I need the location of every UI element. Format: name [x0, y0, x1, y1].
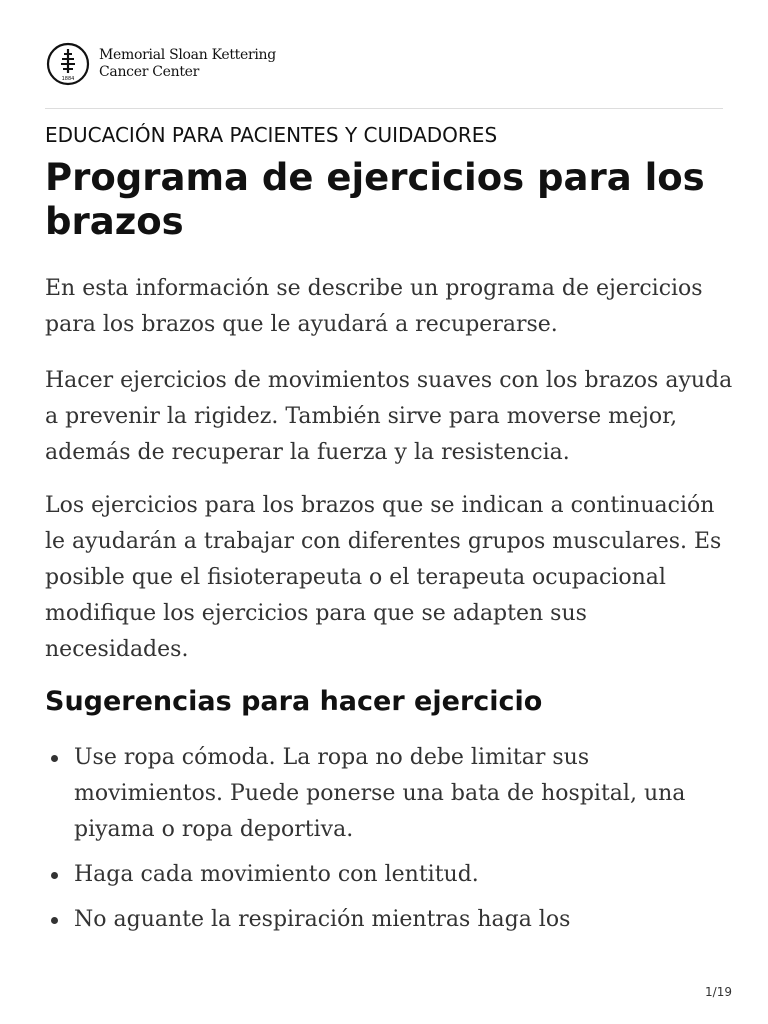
- logo-emblem-year: 1884: [61, 76, 75, 82]
- muscle-groups-paragraph: Los ejercicios para los brazos que se indican a continuación le ayudarán a trabajar con diferentes grupos musculares. Es posible que el fisioterapeuta o el terapeuta ocupacional modifique los ejercicios para que se adapten sus necesidades.: [45, 493, 722, 662]
- tips-list: [45, 740, 735, 947]
- list-item: No aguante la respiración mientras haga los: [45, 902, 735, 938]
- page-number: 1/19: [705, 985, 732, 999]
- list-item: Use ropa cómoda. La ropa no debe limitar sus movimientos. Puede ponerse una bata de hospital, una piyama o ropa deportiva.: [45, 740, 735, 848]
- list-item: Haga cada movimiento con lentitud.: [45, 857, 735, 893]
- msk-tree-emblem-icon: [45, 40, 91, 88]
- logo-wordmark: [99, 47, 276, 81]
- section-heading: Sugerencias para hacer ejercicio: [45, 686, 543, 717]
- logo-line-1: Memorial Sloan Kettering: [99, 47, 276, 63]
- document-category: EDUCACIÓN PARA PACIENTES Y CUIDADORES: [45, 123, 498, 147]
- intro-paragraph: En esta información se describe un programa de ejercicios para los brazos que le ayudará a recuperarse.: [45, 276, 703, 337]
- page-title: Programa de ejercicios para los brazos: [45, 156, 705, 243]
- msk-logo: [45, 40, 276, 88]
- benefits-paragraph: Hacer ejercicios de movimientos suaves con los brazos ayuda a prevenir la rigidez. También sirve para moverse mejor, además de recuperar la fuerza y la resistencia.: [45, 368, 733, 465]
- header-divider: [45, 108, 723, 109]
- logo-line-2: Cancer Center: [99, 64, 200, 80]
